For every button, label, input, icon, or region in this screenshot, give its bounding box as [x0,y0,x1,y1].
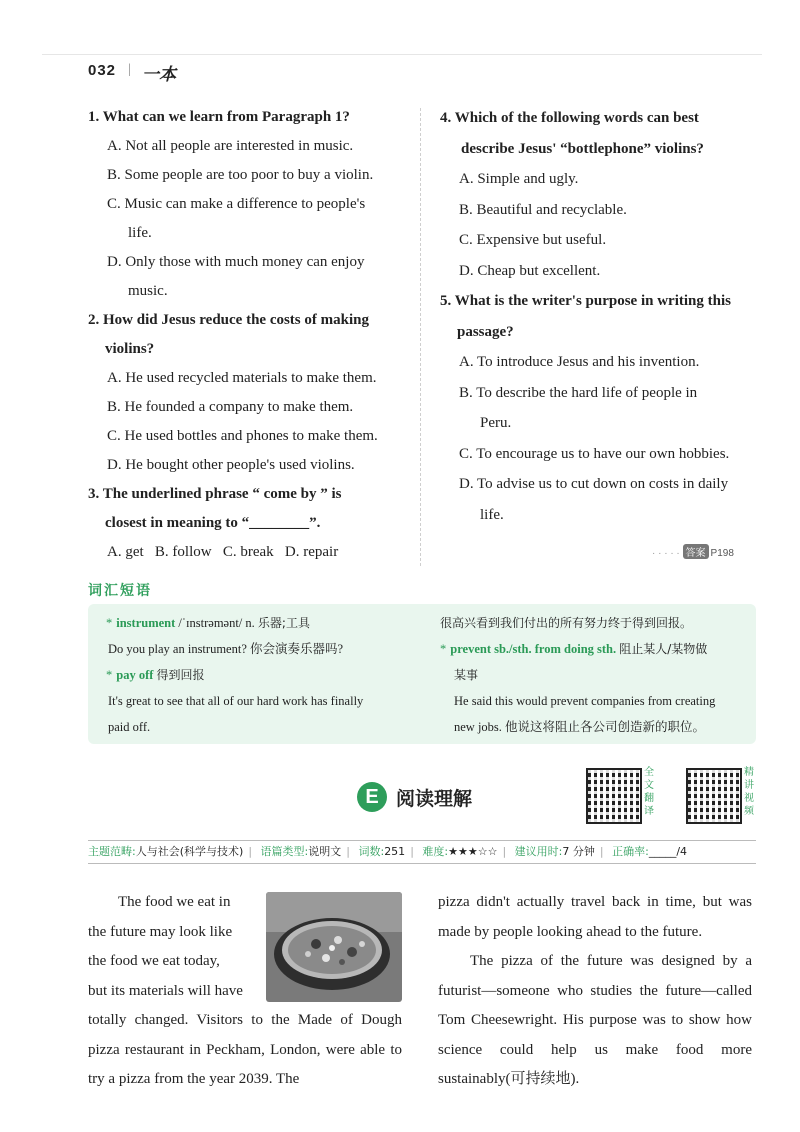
qr-code-video[interactable] [686,768,742,824]
pizza-photo [266,892,402,1002]
vocab-meaning-prevent: 阻止某人/某物做 [619,642,708,656]
answer-reference[interactable]: · · · · · 答案 P198 [652,544,734,559]
question-3-title: 3. The underlined phrase “ come by ” is [88,486,342,502]
vocab-term-pay-off: pay off [116,668,154,682]
meta-time-key: 建议用时: [514,845,563,858]
meta-difficulty-value: ★★★☆☆ [448,845,498,858]
meta-type-value: 说明文 [308,845,342,858]
vocab-example-pay-off-2: paid off. [108,720,151,734]
question-1-option-c: C. Music can make a difference to people's [107,196,366,212]
passage-meta-bar: 主题范畴:人与社会(科学与技术) | 语篇类型:说明文 | 词数:251 | 难度:★★★☆☆ | 建议用时:7 分钟 | 正确率:_____/4 [88,840,756,864]
question-4-option-b: B. Beautiful and recyclable. [459,201,627,218]
page-number: 032 [88,62,117,79]
vocab-example-prevent-2: new jobs. 他说这将阻止各公司创造新的职位。 [454,720,706,734]
vocab-left-column [106,610,412,740]
meta-words-key: 词数: [358,845,385,858]
question-5-option-a: A. To introduce Jesus and his invention. [459,354,700,370]
vocab-example-pay-off-cn: 很高兴看到我们付出的所有努力终于得到回报。 [440,616,693,630]
section-letter-badge: E [357,782,387,812]
question-2-title: 2. How did Jesus reduce the costs of making [88,312,369,328]
question-2-option-a: A. He used recycled materials to make them. [107,370,377,386]
pizza-illustration [266,892,402,1002]
question-1-option-c-cont: life. [128,225,152,241]
vocab-right-column [440,610,750,740]
meta-time-value: 7 分钟 [562,845,595,858]
meta-accuracy-key: 正确率: [612,845,649,858]
qr-label-translation: 全文翻译 [644,767,654,817]
meta-type-key: 语篇类型: [260,845,309,858]
passage-left-continued: totally changed. Visitors to the Made of Dough pizza restaurant in Peckham, London, were able to try a pizza from the year 2039. The [88,1012,402,1087]
question-2-title-cont: violins? [105,341,155,357]
meta-theme-key: 主题范畴: [88,845,136,858]
vocab-phonetic: /ˈɪnstrəmənt/ n. [178,616,255,630]
question-5-option-b: B. To describe the hard life of people in [459,384,698,401]
question-3-title-cont: closest in meaning to “________”. [105,515,321,531]
question-5-option-c: C. To encourage us to have our own hobbies. [459,445,730,462]
meta-difficulty-key: 难度: [422,845,449,858]
star-icon: * [440,642,447,656]
vocab-example-prevent-1: He said this would prevent companies from creating [454,694,716,708]
vocab-meaning-instrument: 乐器;工具 [257,616,310,630]
question-5-option-b-cont: Peru. [480,415,512,431]
vocab-meaning-prevent-cont: 某事 [454,668,479,682]
meta-accuracy-value: _____/4 [648,845,688,858]
question-4-title-cont: describe Jesus' “bottlephone” violins? [461,140,704,157]
question-4-title: 4. Which of the following words can best [440,110,699,126]
question-5-option-d-cont: life. [480,506,504,523]
question-1-option-d: D. Only those with much money can enjoy [107,254,365,270]
qr-label-video: 精讲视频 [744,767,754,817]
qr-code-translation[interactable] [586,768,642,824]
passage-line-1: The food we eat in [118,894,231,910]
question-2-option-b: B. He founded a company to make them. [107,399,354,415]
vocab-example-pay-off-1: It's great to see that all of our hard work has finally [108,694,364,708]
passage-line-4: but its materials will have [88,982,243,999]
question-5-title-cont: passage? [457,323,514,340]
vocab-example-instrument: Do you play an instrument? 你会演奏乐器吗? [108,642,344,656]
section-title: 阅读理解 [396,788,473,810]
meta-words-value: 251 [384,845,406,858]
passage-paragraph-2: The pizza of the future was designed by a futurist—someone who studies the future—called Tom Cheesewright. His purpose was to show how science could help us make food more sustainably(可持续地). [438,953,752,1087]
vocab-term-instrument: instrument [116,616,176,630]
question-4-option-a: A. Simple and ugly. [459,171,579,187]
question-4-option-c: C. Expensive but useful. [459,232,607,248]
passage-paragraph-1-end: pizza didn't actually travel back in time, but was made by people looking ahead to the future. [438,894,752,940]
question-1-option-b: B. Some people are too poor to buy a violin. [107,167,374,183]
question-1-option-a: A. Not all people are interested in music. [107,138,354,154]
passage-left-wrap [88,888,258,1006]
question-2-option-d: D. He bought other people's used violins. [107,457,355,473]
star-icon: * [106,668,113,682]
right-question-column [440,103,756,530]
question-1-option-d-cont: music. [128,283,168,299]
header-separator: | [128,62,131,77]
header-rule [42,54,762,55]
meta-theme-value: 人与社会(科学与技术) [135,845,244,858]
question-4-option-d: D. Cheap but excellent. [459,262,601,279]
passage-line-3: the food we eat today, [88,953,220,969]
vocab-section-title: 词汇短语 [88,583,152,599]
question-2-option-c: C. He used bottles and phones to make them. [107,428,378,444]
passage-right-column [438,888,752,1095]
star-icon: * [106,616,113,630]
question-3-options: A. get B. follow C. break D. repair [107,544,339,560]
column-divider [420,108,421,566]
left-question-column [88,103,404,567]
question-1-title: 1. What can we learn from Paragraph 1? [88,109,350,125]
answer-badge: 答案 [683,544,709,559]
vocab-meaning-pay-off: 得到回报 [156,668,205,682]
vocab-term-prevent: prevent sb./sth. from doing sth. [450,642,617,656]
answer-page: P198 [710,548,734,559]
passage-line-2: the future may look like [88,923,233,940]
question-5-option-d: D. To advise us to cut down on costs in daily [459,476,729,492]
question-5-title: 5. What is the writer's purpose in writing this [440,293,731,309]
book-title: 一本 [142,65,176,84]
